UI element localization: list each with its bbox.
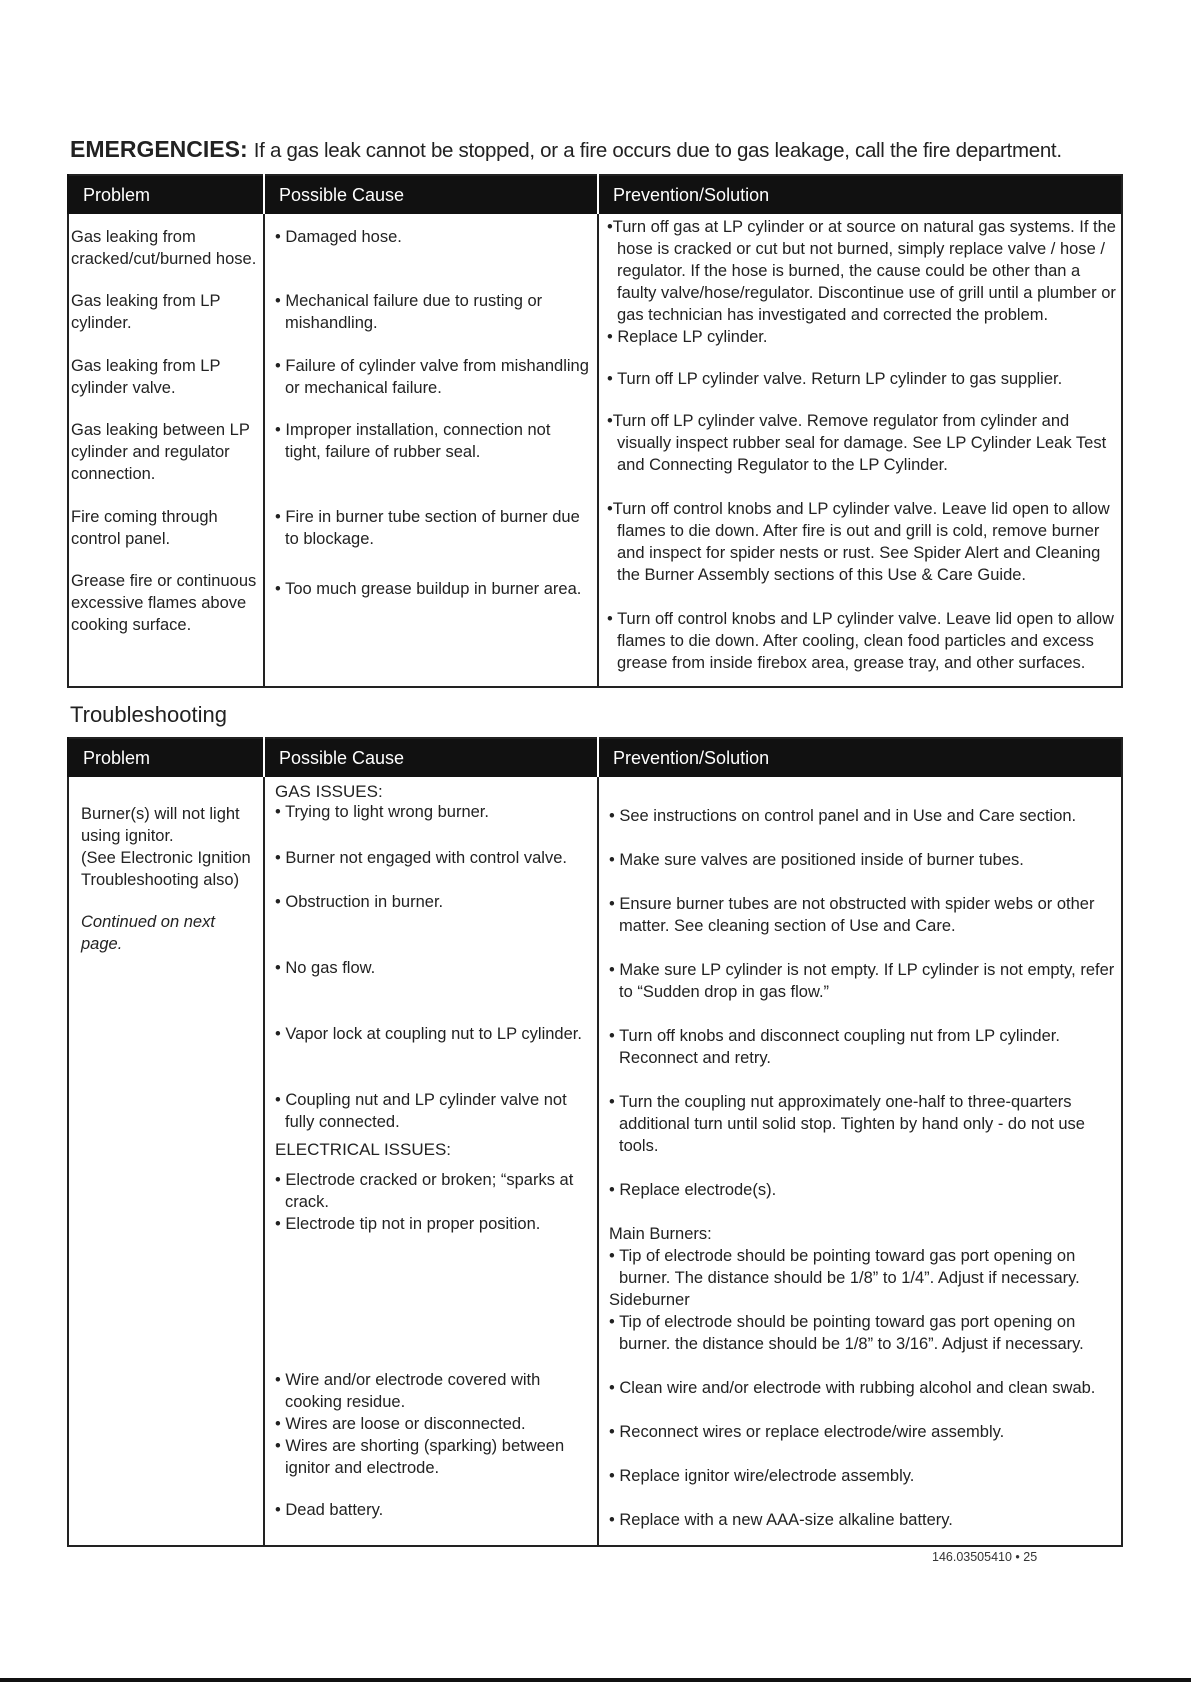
solution-item: • Replace with a new AAA-size alkaline battery. — [609, 1511, 953, 1529]
solution-item: • Make sure valves are positioned inside of burner tubes. — [609, 851, 1024, 869]
solution-item: •Turn off gas at LP cylinder or at source on natural gas systems. If the hose is cracked or cut but not burned, simply replace valve / hose / regulator. If the hose is burned, the cause could be other than a faulty valve/hose/regulator. Discontinue use of grill until a plumber or gas technician has investigated and corrected the problem. — [607, 218, 1116, 324]
cause-item: • Damaged hose. — [275, 228, 402, 246]
solution-item: • Turn off LP cylinder valve. Return LP cylinder to gas supplier. — [607, 370, 1063, 388]
cause-item: • Obstruction in burner. — [275, 893, 444, 911]
solution-item: • Turn the coupling nut approximately one-half to three-quarters additional turn until solid stop. Tighten by hand only - do not use tools. — [609, 1093, 1085, 1155]
solution-item: • Ensure burner tubes are not obstructed with spider webs or other matter. See cleaning section of Use and Care. — [609, 895, 1095, 935]
problem-item: Gas leaking from LP cylinder. — [71, 292, 221, 332]
page-footer: 146.03505410 • 25 — [932, 1550, 1038, 1564]
problem-item: Gas leaking between LP cylinder and regulator connection. — [71, 421, 250, 483]
cause-item: • Electrode cracked or broken; “sparks at crack. — [275, 1171, 574, 1211]
cause-item: • No gas flow. — [275, 959, 376, 977]
problem-item: Gas leaking from LP cylinder valve. — [71, 357, 221, 397]
problem-item: Gas leaking from cracked/cut/burned hose. — [71, 228, 257, 268]
header-problem: Problem — [68, 175, 264, 214]
header-prevention-solution: Prevention/Solution — [598, 738, 1122, 777]
solution-item: • Tip of electrode should be pointing toward gas port opening on burner. the distance should be 1/8” to 3/16”. Adjust if necessary. — [609, 1313, 1084, 1353]
solution-column — [598, 777, 1122, 1546]
solution-item: • Replace ignitor wire/electrode assembly. — [609, 1467, 915, 1485]
solution-item: • Replace LP cylinder. — [607, 328, 768, 346]
troubleshooting-title: Troubleshooting — [70, 702, 227, 727]
cause-item: • Mechanical failure due to rusting or mishandling. — [275, 292, 543, 332]
cause-item: • Too much grease buildup in burner area. — [275, 580, 582, 598]
emergencies-label: EMERGENCIES: — [70, 136, 248, 162]
solution-item: • Make sure LP cylinder is not empty. If LP cylinder is not empty, refer to “Sudden drop in gas flow.” — [609, 961, 1115, 1001]
electrical-issues-heading: ELECTRICAL ISSUES: — [275, 1140, 452, 1159]
cause-item: • Failure of cylinder valve from mishandling or mechanical failure. — [275, 357, 589, 397]
solution-subheading: Sideburner — [609, 1291, 690, 1309]
problem-column — [68, 777, 264, 1546]
solution-item: • Reconnect wires or replace electrode/wire assembly. — [609, 1423, 1005, 1441]
solution-item: •Turn off LP cylinder valve. Remove regulator from cylinder and visually inspect rubber seal for damage. See LP Cylinder Leak Test and Connecting Regulator to the LP Cylinder. — [607, 412, 1107, 474]
solution-item: •Turn off control knobs and LP cylinder valve. Leave lid open to allow flames to die down. After fire is out and grill is cold, remove burner and inspect for spider nests or rust. See Spider Alert and Cleaning the Burner Assembly sections of this Use & Care Guide. — [607, 500, 1110, 584]
bottom-rule — [0, 1678, 1191, 1682]
cause-item: • Wires are shorting (sparking) between ignitor and electrode. — [275, 1437, 565, 1477]
cause-item: • Electrode tip not in proper position. — [275, 1215, 541, 1233]
cause-item: • Trying to light wrong burner. — [275, 803, 489, 821]
solution-item: • Clean wire and/or electrode with rubbing alcohol and clean swab. — [609, 1379, 1096, 1397]
cause-item: • Wires are loose or disconnected. — [275, 1415, 526, 1433]
problem-column — [68, 214, 264, 687]
problem-item: Fire coming through control panel. — [71, 508, 218, 548]
cause-item: • Burner not engaged with control valve. — [275, 849, 567, 867]
solution-subheading: Main Burners: — [609, 1225, 712, 1243]
header-prevention-solution: Prevention/Solution — [598, 175, 1122, 214]
header-possible-cause: Possible Cause — [264, 175, 598, 214]
solution-column — [598, 214, 1122, 687]
cause-item: • Improper installation, connection not tight, failure of rubber seal. — [275, 421, 551, 461]
header-possible-cause: Possible Cause — [264, 738, 598, 777]
solution-item: • Turn off knobs and disconnect coupling nut from LP cylinder. Reconnect and retry. — [609, 1027, 1060, 1067]
problem-item: Grease fire or continuous excessive flames above cooking surface. — [71, 572, 257, 634]
solution-item: • Replace electrode(s). — [609, 1181, 777, 1199]
cause-item: • Wire and/or electrode covered with cooking residue. — [275, 1371, 541, 1411]
cause-column — [264, 777, 598, 1546]
gas-issues-heading: GAS ISSUES: — [275, 782, 383, 801]
solution-item: • See instructions on control panel and in Use and Care section. — [609, 807, 1077, 825]
cause-item: • Coupling nut and LP cylinder valve not fully connected. — [275, 1091, 567, 1131]
emergencies-text: If a gas leak cannot be stopped, or a fire occurs due to gas leakage, call the fire department. — [253, 139, 1062, 162]
problem-main: Burner(s) will not light using ignitor. — [81, 805, 240, 845]
cause-item: • Vapor lock at coupling nut to LP cylinder. — [275, 1025, 582, 1043]
cause-item: • Fire in burner tube section of burner due to blockage. — [275, 508, 580, 548]
cause-column — [264, 214, 598, 687]
header-problem: Problem — [68, 738, 264, 777]
problem-continued: Continued on next page. — [81, 913, 215, 953]
troubleshooting-table — [67, 737, 1123, 1547]
solution-item: • Tip of electrode should be pointing toward gas port opening on burner. The distance should be 1/8” to 1/4”. Adjust if necessary. — [609, 1247, 1080, 1287]
solution-item: • Turn off control knobs and LP cylinder valve. Leave lid open to allow flames to die down. After cooling, clean food particles and excess grease from inside firebox area, grease tray, and other surfaces. — [607, 610, 1114, 672]
cause-item: • Dead battery. — [275, 1501, 384, 1519]
emergencies-headline — [70, 136, 1062, 163]
problem-see-also: (See Electronic Ignition Troubleshooting also) — [81, 849, 251, 889]
emergencies-table — [67, 174, 1123, 688]
